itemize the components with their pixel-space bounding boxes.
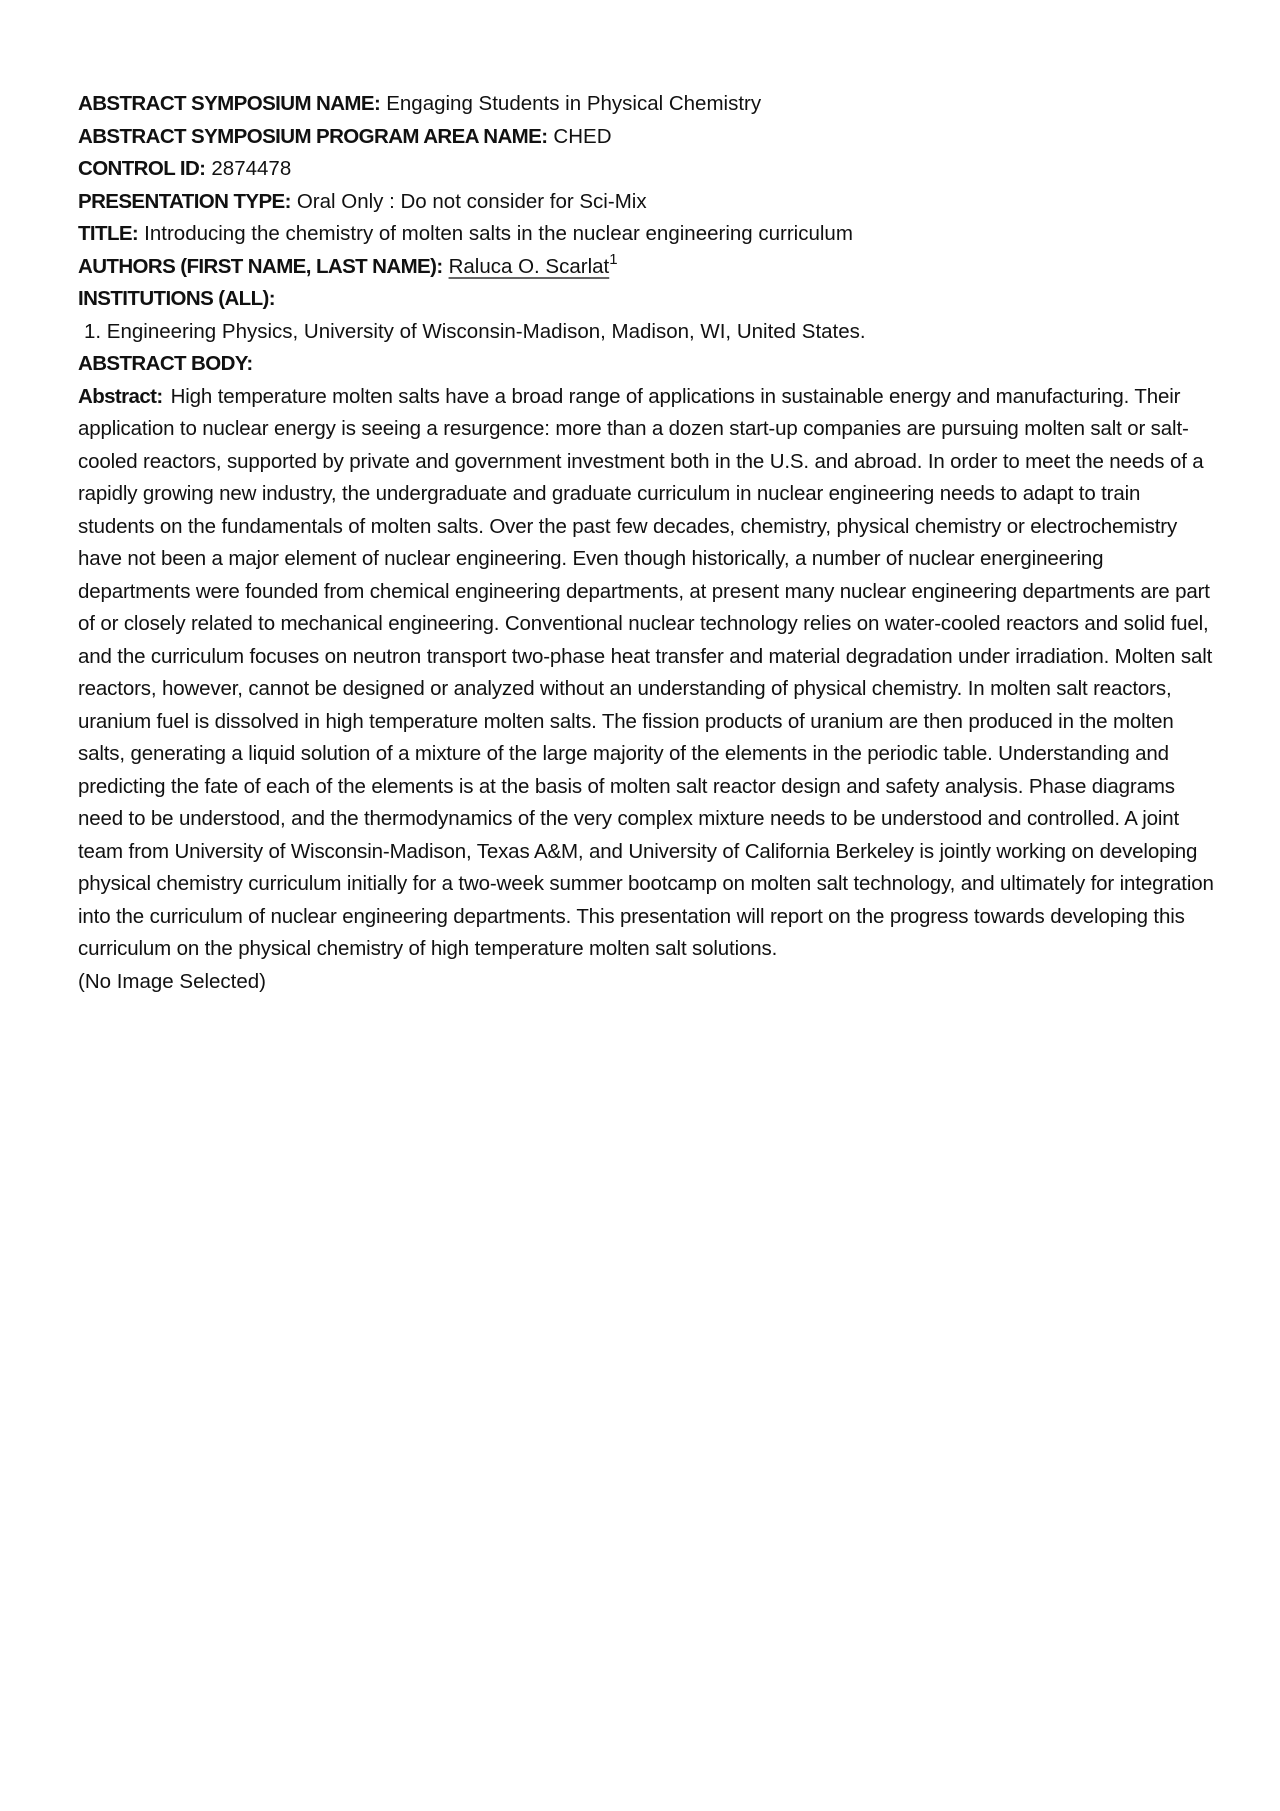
institution-item: 1. Engineering Physics, University of Wisconsin-Madison, Madison, WI, United States. [84,319,866,343]
control-id-row [78,153,1218,186]
symposium-name-label: ABSTRACT SYMPOSIUM NAME: [78,92,381,115]
abstract-body-row [78,348,1218,381]
title-value: Introducing the chemistry of molten salts in the nuclear engineering curriculum [144,222,853,245]
author-name-link[interactable]: Raluca O. Scarlat [448,254,610,278]
presentation-type-value: Oral Only : Do not consider for Sci-Mix [296,189,647,213]
symposium-name-row [78,88,1218,121]
author-affiliation-index: 1 [609,250,618,268]
abstract-body-label: ABSTRACT BODY: [78,352,253,375]
control-id-value: 2874478 [211,157,292,180]
abstract-document [78,88,1218,998]
control-id-label: CONTROL ID: [78,157,206,180]
abstract-paragraph [78,381,1218,966]
title-label: TITLE: [78,222,139,245]
program-area-label: ABSTRACT SYMPOSIUM PROGRAM AREA NAME: [78,124,548,148]
image-note: (No Image Selected) [78,969,267,993]
abstract-text: High temperature molten salts have a broad range of applications in sustainable energy and manufacturing. Their application to nuclear energy is seeing a resurgence: more than a dozen start-up companies are pursuing molten salt or salt-cooled reactors, supported by private and government investment both in the U.S. and abroad. In order to meet the needs of a rapidly growing new industry, the undergraduate and graduate curriculum in nuclear engineering needs to adapt to train students on the fundamentals of molten salts. Over the past few decades, chemistry, physical chemistry or electrochemistry have not been a major element of nuclear engineering. Even though historically, a number of nuclear energineering departments were founded from chemical engineering departments, at present many nuclear engineering departments are part of or closely related to mechanical engineering. Conventional nuclear technology relies on water-cooled reactors and solid fuel, and the curriculum focuses on neutron transport two-phase heat transfer and material degradation under irradiation. Molten salt reactors, however, cannot be designed or analyzed without an understanding of physical chemistry. In molten salt reactors, uranium fuel is dissolved in high temperature molten salts. The fission products of uranium are then produced in the molten salts, generating a liquid solution of a mixture of the large majority of the elements in the periodic table. Understanding and predicting the fate of each of the elements is at the basis of molten salt reactor design and safety analysis. Phase diagrams need to be understood, and the thermodynamics of the very complex mixture needs to be understood and controlled. A joint team from University of Wisconsin-Madison, Texas A&M, and University of California Berkeley is jointly working on developing physical chemistry curriculum initially for a two-week summer bootcamp on molten salt technology, and ultimately for integration into the curriculum of nuclear engineering departments. This presentation will report on the progress towards developing this curriculum on the physical chemistry of high temperature molten salt solutions. [78,384,1214,960]
presentation-type-row [78,186,1218,219]
institutions-row [78,283,1218,316]
program-area-value: CHED [553,124,612,148]
authors-row [78,251,1218,284]
symposium-name-value: Engaging Students in Physical Chemistry [386,92,762,115]
institutions-label: INSTITUTIONS (ALL): [78,287,275,310]
authors-label: AUTHORS (FIRST NAME, LAST NAME): [78,254,443,278]
abstract-label: Abstract: [78,384,163,408]
title-row [78,218,1218,251]
program-area-row [78,121,1218,154]
presentation-type-label: PRESENTATION TYPE: [78,189,291,213]
